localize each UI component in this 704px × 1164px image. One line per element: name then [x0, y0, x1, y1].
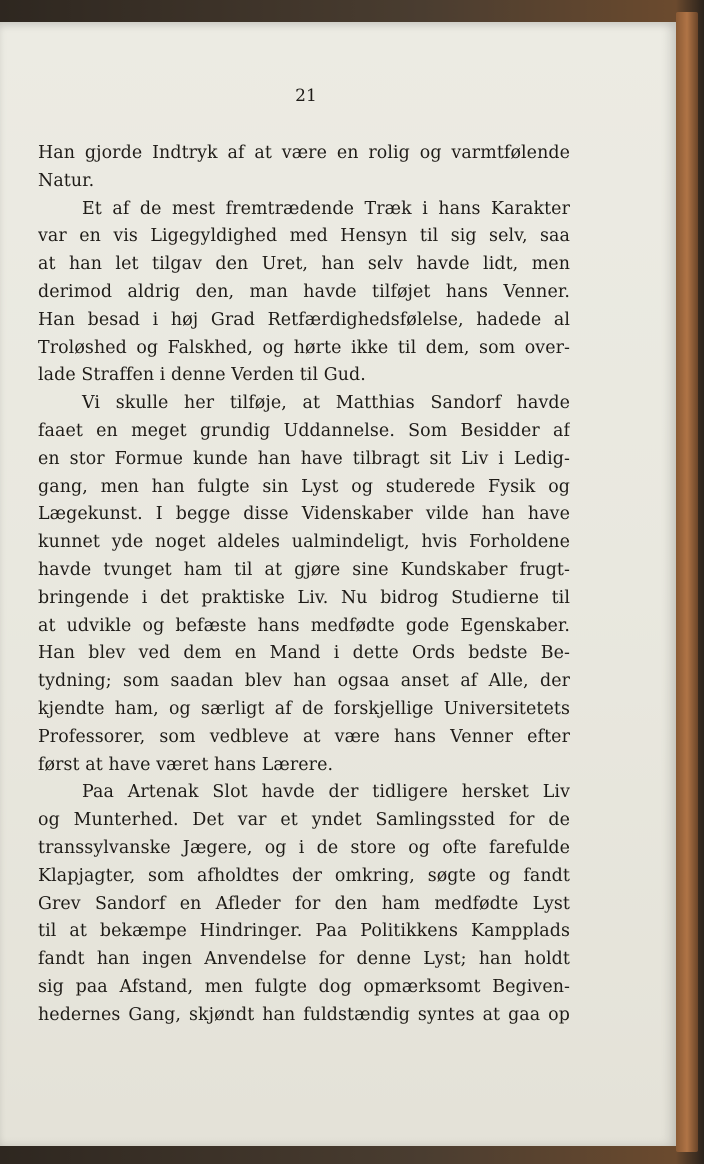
text-line: Professorer, som vedbleve at være hans Venner efter — [38, 726, 570, 747]
page-number: 21 — [295, 86, 317, 106]
text-line: Et af de mest fremtrædende Træk i hans Karakter — [82, 198, 570, 219]
text-line: gang, men han fulgte sin Lyst og studerede Fysik og — [38, 476, 570, 497]
text-line: tydning; som saadan blev han ogsaa anset af Alle, der — [38, 671, 570, 692]
text-line: Grev Sandorf en Afleder for den ham medfødte Lyst — [38, 893, 570, 914]
text-line: derimod aldrig den, man havde tilføjet hans Venner. — [38, 281, 570, 302]
text-line: Han blev ved dem en Mand i dette Ords bedste Be- — [38, 643, 570, 664]
text-line: at han let tilgav den Uret, han selv havde lidt, men — [38, 254, 570, 275]
text-line: Natur. — [38, 170, 95, 191]
text-line: kunnet yde noget aldeles ualmindeligt, hvis Forholdene — [38, 532, 570, 553]
text-line: Han gjorde Indtryk af at være en rolig og varmtfølende — [38, 143, 570, 163]
text-line: var en vis Ligegyldighed med Hensyn til sig selv, saa — [38, 226, 570, 247]
text-line: hedernes Gang, skjøndt han fuldstændig syntes at gaa op — [38, 1004, 570, 1025]
text-line: til at bekæmpe Hindringer. Paa Politikkens Kampplads — [38, 921, 570, 942]
text-line: Lægekunst. I begge disse Videnskaber vilde han have — [38, 504, 570, 525]
text-line: at udvikle og befæste hans medfødte gode Egenskaber. — [38, 615, 570, 636]
text-line: faaet en meget grundig Uddannelse. Som Besidder af — [38, 420, 570, 441]
book-page — [0, 22, 676, 1146]
text-line: Vi skulle her tilføje, at Matthias Sandorf havde — [82, 393, 570, 414]
book-spine-edge — [676, 12, 698, 1152]
text-line: lade Straffen i denne Verden til Gud. — [38, 365, 366, 386]
text-line: først at have været hans Lærere. — [38, 754, 334, 775]
text-line: en stor Formue kunde han have tilbragt sit Liv i Ledig- — [38, 448, 570, 469]
text-line: sig paa Afstand, men fulgte dog opmærksomt Begiven- — [38, 976, 570, 997]
text-line: fandt han ingen Anvendelse for denne Lyst; han holdt — [38, 949, 570, 970]
text-line: og Munterhed. Det var et yndet Samlingssted for de — [38, 810, 570, 831]
text-line: havde tvunget ham til at gjøre sine Kundskaber frugt- — [38, 559, 570, 580]
text-line: Han besad i høj Grad Retfærdighedsfølelse, hadede al — [38, 309, 570, 330]
body-text — [38, 140, 570, 1030]
text-line: transsylvanske Jægere, og i de store og ofte farefulde — [38, 837, 570, 858]
text-line: Klapjagter, som afholdtes der omkring, søgte og fandt — [38, 865, 570, 886]
text-line: bringende i det praktiske Liv. Nu bidrog Studierne til — [38, 587, 570, 608]
text-line: kjendte ham, og særligt af de forskjellige Universitetets — [38, 698, 570, 719]
text-line: Paa Artenak Slot havde der tidligere hersket Liv — [82, 782, 570, 803]
text-line: Troløshed og Falskhed, og hørte ikke til dem, som over- — [38, 337, 570, 358]
